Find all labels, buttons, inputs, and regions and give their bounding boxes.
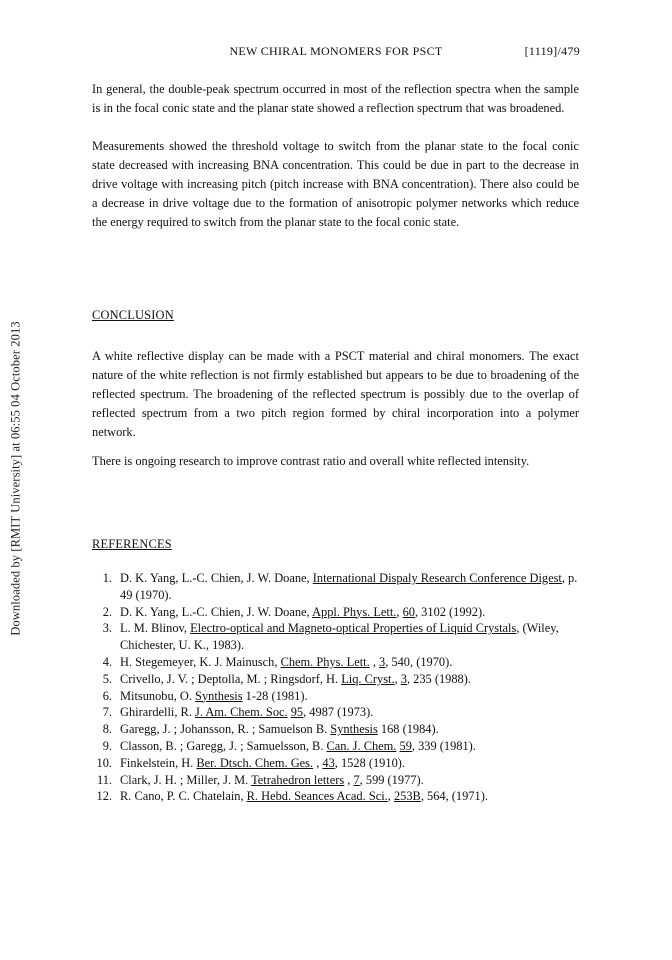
reference-authors: Finkelstein, H. xyxy=(120,755,197,770)
page-number: [1119]/479 xyxy=(524,44,580,58)
reference-authors: Clark, J. H. ; Miller, J. M. xyxy=(120,772,252,787)
reference-item xyxy=(92,704,592,721)
results-paragraph-2 xyxy=(92,137,579,232)
reference-details: , xyxy=(387,789,394,804)
reference-pages: , 1528 (1910). xyxy=(334,755,405,770)
references-heading: REFERENCES xyxy=(92,537,172,551)
reference-volume: 60 xyxy=(402,604,415,619)
reference-number: 6. xyxy=(102,688,112,703)
reference-details: , xyxy=(396,604,403,619)
reference-volume: 3 xyxy=(379,654,386,669)
reference-number: 11. xyxy=(96,772,112,787)
reference-number: 3. xyxy=(102,621,112,636)
reference-pages: , 599 (1977). xyxy=(359,772,424,787)
reference-details: , (Wiley, Chichester, U. K., 1983). xyxy=(120,621,559,653)
reference-source: R. Hebd. Seances Acad. Sci. xyxy=(246,789,388,804)
running-header xyxy=(92,44,580,62)
paragraph-text: Measurements showed the threshold voltage to switch from the planar state to the focal conic state decreased with increasing BNA concentration. This could be due in part to the decrease in drive voltage with increasing pitch (pitch increase with BNA concentration). There also could be a decrease in drive voltage due to the formation of anisotropic polymer networks which reduce the energy required to switch from the planar state to the focal conic state. xyxy=(92,139,579,229)
conclusion-paragraph-1 xyxy=(92,347,579,442)
reference-authors: D. K. Yang, L.-C. Chien, J. W. Doane, xyxy=(120,571,313,585)
reference-item xyxy=(92,788,592,805)
reference-source: Tetrahedron letters xyxy=(251,772,345,787)
reference-source: International Dispaly Research Conference Digest xyxy=(312,571,562,585)
reference-pages: , 4987 (1973). xyxy=(303,705,374,720)
results-paragraph-1 xyxy=(92,80,579,118)
reference-source: Synthesis xyxy=(195,688,243,703)
reference-source: Electro-optical and Magneto-optical Properties of Liquid Crystals xyxy=(190,621,517,636)
reference-source: Ber. Dtsch. Chem. Ges. xyxy=(196,755,314,770)
reference-item xyxy=(92,654,592,671)
reference-authors: H. Stegemeyer, K. J. Mainusch, xyxy=(120,654,281,669)
reference-number: 7. xyxy=(102,705,112,720)
reference-number: 12. xyxy=(96,789,112,804)
reference-volume: 59 xyxy=(399,738,412,753)
reference-volume: 43 xyxy=(322,755,335,770)
reference-pages: , 339 (1981). xyxy=(411,738,476,753)
reference-authors: Garegg, J. ; Johansson, R. ; Samuelson B. xyxy=(120,722,331,737)
reference-number: 9. xyxy=(102,738,112,753)
reference-source: Can. J. Chem. xyxy=(326,738,397,753)
reference-details: , xyxy=(344,772,354,787)
conclusion-paragraph-2 xyxy=(92,452,579,471)
reference-source: Appl. Phys. Lett. xyxy=(312,604,397,619)
download-watermark-text: Downloaded by [RMIT University] at 06:55 04 October 2013 xyxy=(8,320,23,636)
reference-details: 168 (1984). xyxy=(377,722,439,737)
reference-volume: 7 xyxy=(353,772,360,787)
reference-authors: D. K. Yang, L.-C. Chien, J. W. Doane, xyxy=(120,604,313,619)
download-watermark xyxy=(6,318,26,638)
reference-list xyxy=(92,570,592,805)
reference-pages: , 235 (1988). xyxy=(406,671,471,686)
reference-pages: , 564, (1971). xyxy=(420,789,488,804)
reference-source: Liq. Cryst. xyxy=(341,671,395,686)
reference-item xyxy=(92,688,592,705)
reference-number: 4. xyxy=(102,654,112,669)
conclusion-heading: CONCLUSION xyxy=(92,308,174,322)
reference-pages: , 540, (1970). xyxy=(385,654,453,669)
reference-authors: Classon, B. ; Garegg, J. ; Samuelsson, B. xyxy=(120,738,327,753)
reference-source: Synthesis xyxy=(330,722,378,737)
reference-source: J. Am. Chem. Soc. xyxy=(195,705,288,720)
reference-authors: R. Cano, P. C. Chatelain, xyxy=(120,789,247,804)
reference-item xyxy=(92,570,592,604)
reference-authors: Crivello, J. V. ; Deptolla, M. ; Ringsdorf, H. xyxy=(120,671,342,686)
reference-item xyxy=(92,671,592,688)
reference-volume: 253B xyxy=(393,789,421,804)
reference-details: , xyxy=(394,671,401,686)
paragraph-text: In general, the double-peak spectrum occurred in most of the reflection spectra when the sample is in the focal conic state and the planar state showed a reflection spectrum that was broadened. xyxy=(92,82,579,115)
paragraph-text: A white reflective display can be made with a PSCT material and chiral monomers. The exact nature of the white reflection is not firmly established but appears to be due to broadening of the reflected spectrum. The broadening of the reflected spectrum is possibly due to the overlap of reflected spectrum from a two pitch region formed by chiral incorporation into a polymer network. xyxy=(92,349,579,439)
reference-item xyxy=(92,772,592,789)
reference-number: 8. xyxy=(102,722,112,737)
reference-details: , p. 49 (1970). xyxy=(120,571,578,602)
reference-item xyxy=(92,738,592,755)
reference-authors: Ghirardelli, R. xyxy=(120,705,196,720)
reference-details: , xyxy=(313,755,323,770)
reference-number: 2. xyxy=(102,604,112,619)
reference-volume: 95 xyxy=(290,705,304,720)
reference-number: 1. xyxy=(102,571,112,585)
reference-item xyxy=(92,721,592,738)
reference-number: 5. xyxy=(102,671,112,686)
reference-authors: L. M. Blinov, xyxy=(120,621,191,636)
reference-item xyxy=(92,604,592,621)
reference-details: 1-28 (1981). xyxy=(242,688,308,703)
reference-item xyxy=(92,620,592,654)
reference-authors: Mitsunobu, O. xyxy=(120,688,196,703)
reference-volume: 3 xyxy=(400,671,407,686)
reference-item xyxy=(92,755,592,772)
reference-source: Chem. Phys. Lett. xyxy=(280,654,370,669)
running-title: NEW CHIRAL MONOMERS FOR PSCT xyxy=(229,44,443,58)
reference-pages: , 3102 (1992). xyxy=(414,604,486,619)
paragraph-text: There is ongoing research to improve contrast ratio and overall white reflected intensity. xyxy=(92,454,530,468)
reference-details: , xyxy=(369,654,380,669)
reference-number: 10. xyxy=(96,755,112,770)
